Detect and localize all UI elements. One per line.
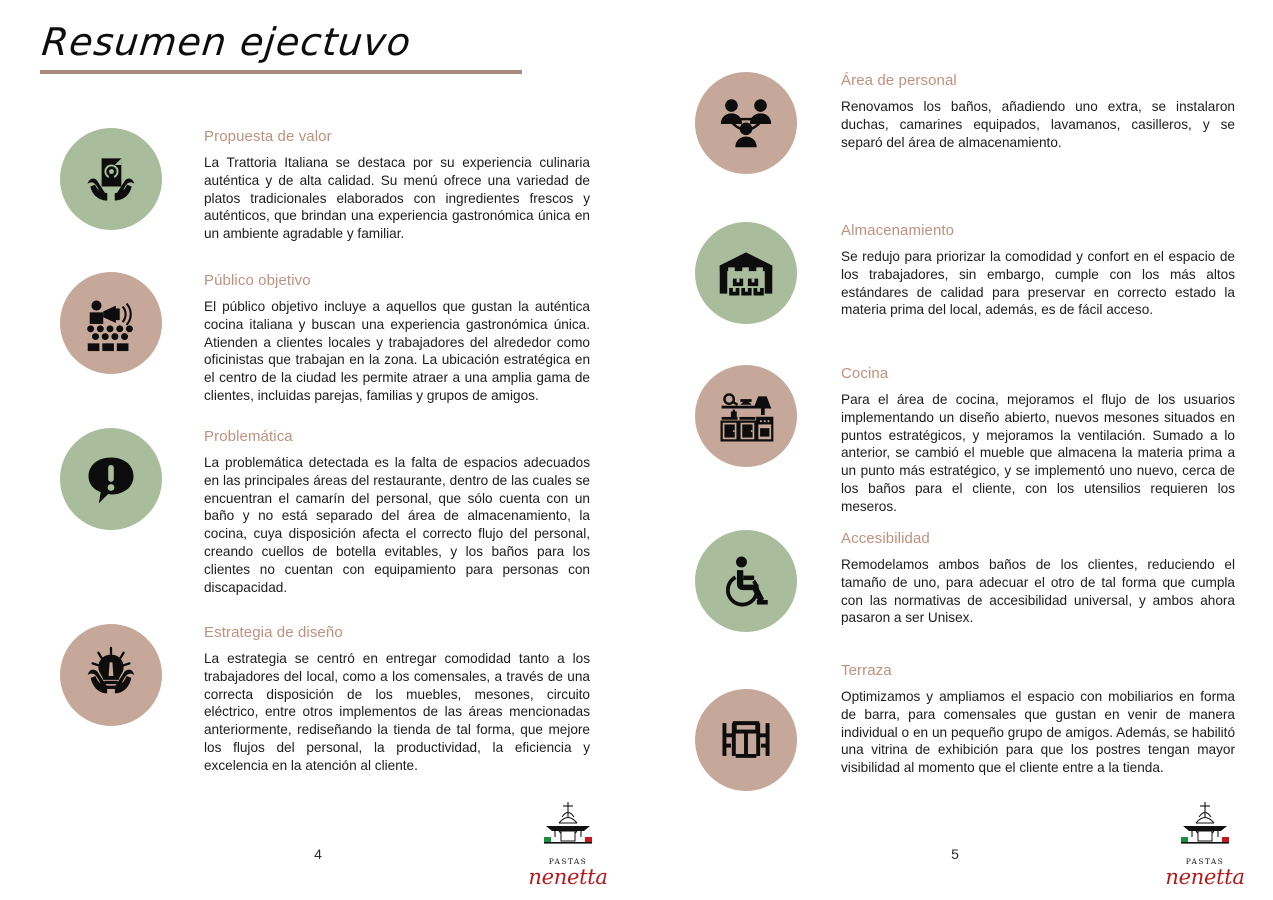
section-heading: Área de personal bbox=[841, 72, 957, 89]
footer-logo-brand: nenetta bbox=[528, 865, 608, 889]
section-body: El público objetivo incluye a aquellos que gustan la auténtica cocina italiana y buscan una experiencia gastronómica única. Atienden a clientes locales y trabajadores del alrededor como oficinistas que trabajan en la zona. La ubicación estratégica en el centro de la ciudad les permite atraer a una amplia gama de clientes, incluidas parejas, familias y grupos de amigos. bbox=[204, 299, 590, 403]
footer-logo-right bbox=[1162, 801, 1248, 888]
section-heading: Público objetivo bbox=[204, 272, 311, 289]
section-heading: Terraza bbox=[841, 662, 892, 679]
megaphone-audience-icon bbox=[60, 272, 162, 374]
certificate-in-hands-icon bbox=[60, 128, 162, 230]
section-text bbox=[841, 72, 1235, 151]
section-publico-objetivo bbox=[60, 272, 600, 405]
section-terraza bbox=[695, 662, 1255, 791]
section-text bbox=[204, 128, 590, 243]
lightbulb-in-hands-icon bbox=[60, 624, 162, 726]
section-area-de-personal bbox=[695, 72, 1255, 174]
title-underline-rule bbox=[40, 70, 522, 74]
section-body: Para el área de cocina, mejoramos el flujo de los usuarios implementando un diseño abierto, nuevos mesones situados en puntos estratégicos, y mejoramos la ventilación. Sumado a lo anterior, se cambió el mueble que almacena la materia prima a un punto más estratégico, y se implementó uno nuevo, cerca de los baños para el cliente, con los utensilios requieren los meseros. bbox=[841, 392, 1235, 514]
footer-logo-left bbox=[525, 801, 611, 888]
section-accesibilidad bbox=[695, 530, 1255, 632]
section-text bbox=[204, 624, 590, 775]
section-body: La Trattoria Italiana se destaca por su experiencia culinaria auténtica y de alta calidad. Su menú ofrece una variedad de platos tradicionales elaborados con ingredientes frescos y auténticos, que brindan una experiencia gastronómica única en un ambiente agradable y familiar. bbox=[204, 155, 590, 242]
page-title-block bbox=[38, 22, 518, 74]
team-network-icon bbox=[695, 72, 797, 174]
section-text bbox=[841, 662, 1235, 777]
section-propuesta-de-valor bbox=[60, 128, 600, 243]
section-heading: Accesibilidad bbox=[841, 530, 930, 547]
section-heading: Cocina bbox=[841, 365, 889, 382]
page-right bbox=[637, 0, 1273, 900]
section-text bbox=[841, 222, 1235, 319]
section-cocina bbox=[695, 365, 1255, 516]
page-title: Resumen ejectuvo bbox=[39, 20, 414, 64]
section-body: Optimizamos y ampliamos el espacio con mobiliarios en forma de barra, para comensales que gustan en venir de manera individual o en un pequeño grupo de amigos. Además, se habilitó una vitrina de exhibición para que los postres tengan mayor visibilidad al momento que el cliente entre a la tienda. bbox=[841, 689, 1235, 776]
section-heading: Propuesta de valor bbox=[204, 128, 332, 145]
section-body: Renovamos los baños, añadiendo uno extra, se instalaron duchas, camarines equipados, lavamanos, casilleros, y se separó del área de almacenamiento. bbox=[841, 99, 1235, 150]
page-number-left: 4 bbox=[314, 846, 322, 862]
section-body: La estrategia se centró en entregar comodidad tanto a los trabajadores del local, como a los comensales, a través de una correcta disposición de los muebles, mesones, circuito eléctrico, entre otros implementos de las áreas mencionadas anteriormente, rediseñando la tienda de tal forma, que mejore los flujos del personal, la productividad, la eficiencia y excelencia en la atención al cliente. bbox=[204, 651, 590, 773]
page-left bbox=[0, 0, 636, 900]
wheelchair-accessibility-icon bbox=[695, 530, 797, 632]
section-body: Remodelamos ambos baños de los clientes, reduciendo el tamaño de uno, para adecuar el otro de tal forma que cumpla con las normativas de accesibilidad universal, y ambos ahora pasaron a ser Unisex. bbox=[841, 557, 1235, 626]
footer-logo-tagline: PASTAS bbox=[1185, 857, 1225, 866]
footer-logo-tagline: PASTAS bbox=[548, 857, 588, 866]
kitchen-icon bbox=[695, 365, 797, 467]
section-estrategia-de-diseno bbox=[60, 624, 600, 775]
table-and-chairs-icon bbox=[695, 689, 797, 791]
section-text bbox=[204, 272, 590, 405]
section-text bbox=[841, 530, 1235, 627]
section-almacenamiento bbox=[695, 222, 1255, 324]
warehouse-icon bbox=[695, 222, 797, 324]
section-problematica bbox=[60, 428, 600, 596]
section-heading: Almacenamiento bbox=[841, 222, 955, 239]
section-text bbox=[204, 428, 590, 596]
section-body: La problemática detectada es la falta de espacios adecuados en las principales áreas del restaurante, dentro de las cuales se encuentran el camarín del personal, que sólo cuenta con un baño y no está separado del área de almacenamiento, la cocina, cuya disposición afecta el correcto flujo del personal, creando cuellos de botella evitables, y los baños para los clientes no cuentan con equipamiento para personas con discapacidad. bbox=[204, 455, 590, 595]
section-heading: Problemática bbox=[204, 428, 293, 445]
exclamation-speech-bubble-icon bbox=[60, 428, 162, 530]
section-text bbox=[841, 365, 1235, 516]
footer-logo-brand: nenetta bbox=[1165, 865, 1245, 889]
page-number-right: 5 bbox=[951, 846, 959, 862]
section-heading: Estrategia de diseño bbox=[204, 624, 343, 641]
section-body: Se redujo para priorizar la comodidad y confort en el espacio de los trabajadores, sin embargo, cumple con los más altos estándares de calidad para preservar en correcto estado la materia prima del local, además, es de fácil acceso. bbox=[841, 249, 1235, 318]
